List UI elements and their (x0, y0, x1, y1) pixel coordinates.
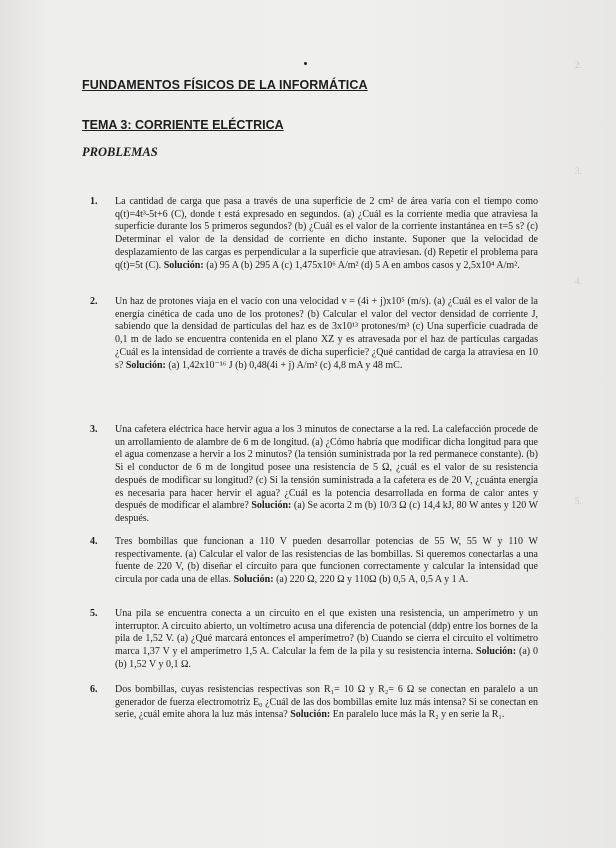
problem-5 (90, 608, 538, 672)
bleed-through-mark: 2. (575, 60, 582, 70)
problem-text: Tres bombillas que funcionan a 110 V pueden desarrollar potencias de 55 W, 55 W y 110 W respectivamente. (a) Calcular el valor de las resistencias de las bombillas. Si queremos conectarlas a una fuente de 220 V, (b) diseñar el circuito para que funcionen correctamente y calcular la intensidad que circula por cada una de ellas. (115, 536, 538, 586)
problem-number: 2. (90, 296, 98, 307)
solution-text: (a) 0 (b) 1,52 V y 0,1 Ω. (115, 646, 539, 670)
solution-label: Solución: (233, 574, 274, 586)
problem-text: Una cafetera eléctrica hace hervir agua a los 3 minutos de conectarse a la red. La calefacción procede de un arrollamiento de alambre de 6 m de longitud. (a) ¿Cómo habría que modificar dicha longitud para que el agua comenzase a hervir a los 2 minutos? (la tensión suministrada por la red permanece constante). (b) Si el conductor de 6 m de longitud posee una resistencia de 5 Ω, ¿cuál es el valor de su resistencia después de modificar su longitud? (c) Si la tensión suministrada a la cafetera es de 20 V, ¿cuánta energía es necesaria para hacer hervir el agua? ¿Cuál es la potencia desarrollada en forma de calor antes y después de modificar el alambre? (115, 424, 538, 512)
problem-6 (90, 684, 538, 722)
problem-number: 6. (90, 684, 98, 695)
solution-text: (a) 220 Ω, 220 Ω y 110Ω (b) 0,5 A, 0,5 A y 1 A. (276, 574, 469, 586)
problem-text: Una pila se encuentra conecta a un circuito en el que existen una resistencia, un amperímetro y un interruptor. A circuito abierto, un voltímetro acusa una diferencia de potencial (ddp) entre los bornes de la pila de 1,52 V. (a) ¿Qué marcará entonces el amperímetro? (b) Cuando se cierra el circuito el voltímetro marca 1,37 V y el amperímetro 1,5 A. Calcular la fem de la pila y su resistencia interna. (115, 608, 538, 658)
bleed-through-mark: 3. (575, 166, 582, 176)
problem-number: 5. (90, 608, 98, 619)
bleed-through-mark: 4. (575, 276, 582, 286)
bleed-through-mark: 5. (575, 496, 582, 506)
problem-text: La cantidad de carga que pasa a través de una superficie de 2 cm² de área varía con el tiempo como q(t)=4t³-5t+6 (C), donde t está expresado en segundos. (a) ¿Cuál es la corriente media que atraviesa la superficie durante los 5 primeros segundos? (b) ¿Cuál es el valor de la corriente instantánea en t=5 s? (c) Determinar el valor de la densidad de corriente en dicho instante. Suponer que la velocidad de desplazamiento de las cargas es perpendicular a la superficie que atraviesan. (d) Repetir el problema para q(t)=5t (C). (115, 196, 538, 271)
problem-number: 1. (90, 196, 98, 207)
problem-2 (90, 296, 538, 372)
solution-label: Solución: (125, 359, 166, 371)
problem-3 (90, 424, 538, 526)
solution-text: (a) Se acorta 2 m (b) 10/3 Ω (c) 14,4 kJ, 80 W antes y 120 W después. (115, 500, 539, 524)
problem-1 (90, 196, 538, 272)
solution-label: Solución: (251, 500, 292, 512)
problem-text: Dos bombillas, cuyas resistencias respectivas son R₁= 10 Ω y R₂= 6 Ω se conectan en paralelo a un generador de fuerza electromotriz E₀ ¿Cuál de las dos bombillas emite luz más intensa? Si se conectan en serie, ¿cuál emite ahora la luz más intensa? (115, 684, 538, 721)
solution-text: (a) 1,42x10⁻¹⁶ J (b) 0,48(4i + j) A/m² (c) 4,8 mA y 48 mC. (168, 359, 403, 371)
problem-text: Un haz de protones viaja en el vacío con una velocidad v = (4i + j)x10⁵ (m/s). (a) ¿Cuál es el valor de la energía cinética de cada uno de los protones? (b) Calcular el valor del vector densidad de corriente J, sabiendo que la densidad de partículas del haz es de 3x10¹³ protones/m³ (c) Una superficie cuadrada de 0,1 m de lado se encuentra contenida en el plano XZ y es atravesada por el haz de partículas cargadas ¿Cuál es la intensidad de corriente a través de dicha superficie? ¿Qué cantidad de carga la atraviesa en 10 s? (115, 296, 538, 371)
section-title: PROBLEMAS (82, 145, 158, 159)
problem-4 (90, 536, 538, 587)
topic-title: TEMA 3: CORRIENTE ELÉCTRICA (82, 118, 284, 132)
solution-text: (a) 95 A (b) 295 A (c) 1,475x10⁶ A/m² (d) 5 A en ambos casos y 2,5x10⁴ A/m². (206, 259, 520, 271)
course-title: FUNDAMENTOS FÍSICOS DE LA INFORMÁTICA (82, 78, 368, 92)
solution-text: En paralelo luce más la R₂ y en serie la R₁. (332, 709, 505, 721)
problem-number: 4. (90, 536, 98, 547)
solution-label: Solución: (290, 709, 331, 721)
ink-dot (304, 62, 307, 65)
solution-label: Solución: (476, 646, 517, 658)
solution-label: Solución: (163, 259, 204, 271)
problem-number: 3. (90, 424, 98, 435)
